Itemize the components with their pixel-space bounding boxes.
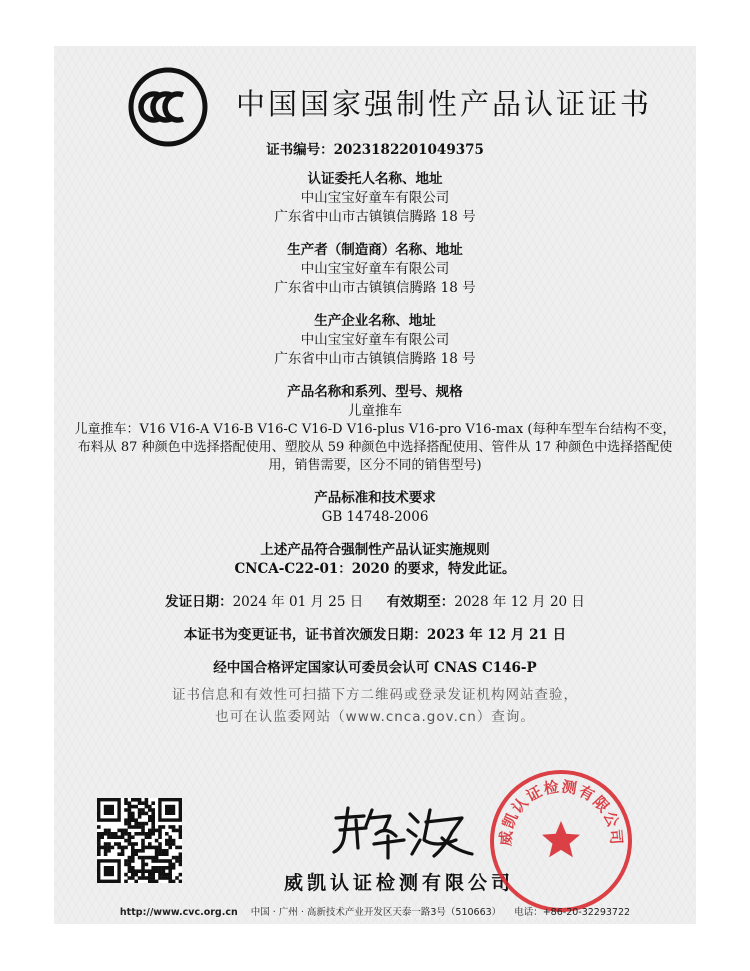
official-seal	[486, 766, 636, 916]
footer-url[interactable]: http://www.cvc.org.cn	[119, 907, 238, 918]
product-name: 儿童推车	[348, 403, 402, 419]
seal-text: 威凯认证检测有限公司	[496, 777, 626, 847]
certificate-header	[54, 46, 696, 156]
factory-section	[54, 312, 696, 369]
certificate-footer	[54, 904, 696, 918]
certificate	[54, 46, 696, 924]
notice-line-2: 也可在认监委网站（www.cnca.gov.cn）查询。	[215, 709, 535, 725]
certificate-title: 中国国家强制性产品认证证书	[236, 87, 653, 121]
expiry-date-label: 有效期至：	[386, 594, 455, 610]
certificate-dates	[54, 593, 696, 612]
manufacturer-label: 生产者（制造商）名称、地址	[287, 242, 463, 258]
product-models: 儿童推车：V16 V16-A V16-B V16-C V16-D V16-plus V16-pro V16-max (每种车型车台结构不变，布料从 87 种颜色中选择搭配使用、塑胶从 59 种颜色中选择搭配使用、管件从 17 种颜色中选择搭配使用，销售需要，区分不同的销售型号)	[74, 422, 676, 473]
certificate-number-value: 2023182201049375	[333, 142, 484, 158]
issue-date-value: 2024 年 01 月 25 日	[232, 594, 364, 610]
applicant-section	[54, 170, 696, 227]
footer-address: 中国 · 广州 · 高新技术产业开发区天泰一路3号（510663）	[250, 907, 502, 918]
applicant-address: 广东省中山市古镇镇信腾路 18 号	[274, 209, 476, 225]
manufacturer-section	[54, 241, 696, 298]
expiry-date-value: 2028 年 12 月 20 日	[454, 594, 585, 610]
ccc-mark-icon	[127, 66, 209, 148]
issuer-name: 威凯认证检测有限公司	[283, 872, 514, 894]
factory-label: 生产企业名称、地址	[314, 313, 436, 329]
factory-address: 广东省中山市古镇镇信腾路 18 号	[274, 351, 476, 367]
standard-label: 产品标准和技术要求	[314, 490, 436, 506]
notice-line-1: 证书信息和有效性可扫描下方二维码或登录发证机构网站查验，	[172, 687, 578, 703]
applicant-label: 认证委托人名称、地址	[307, 171, 443, 187]
product-label: 产品名称和系列、型号、规格	[287, 384, 463, 400]
accreditation-note: 经中国合格评定国家认可委员会认可 CNAS C146-P	[213, 660, 537, 676]
manufacturer-address: 广东省中山市古镇镇信腾路 18 号	[274, 280, 476, 296]
conformity-line-1: 上述产品符合强制性产品认证实施规则	[260, 542, 490, 558]
qr-code-icon[interactable]	[97, 798, 182, 883]
standard-value: GB 14748-2006	[321, 509, 429, 525]
factory-name: 中山宝宝好童车有限公司	[300, 332, 450, 348]
conformity-statement	[54, 541, 696, 579]
signature	[326, 796, 486, 866]
footer-phone: 电话：+86-20-32293722	[514, 907, 631, 918]
applicant-name: 中山宝宝好童车有限公司	[300, 190, 450, 206]
conformity-line-2: CNCA-C22-01：2020 的要求，特发此证。	[234, 561, 516, 577]
issue-date-label: 发证日期：	[165, 594, 233, 610]
change-note: 本证书为变更证书，证书首次颁发日期：2023 年 12 月 21 日	[183, 627, 567, 643]
certificate-number	[54, 141, 696, 160]
manufacturer-name: 中山宝宝好童车有限公司	[300, 261, 450, 277]
verification-notice	[54, 684, 696, 728]
standard-section	[54, 489, 696, 527]
certificate-number-label: 证书编号：	[266, 142, 334, 158]
product-section	[54, 383, 696, 475]
certificate-body	[54, 141, 696, 728]
